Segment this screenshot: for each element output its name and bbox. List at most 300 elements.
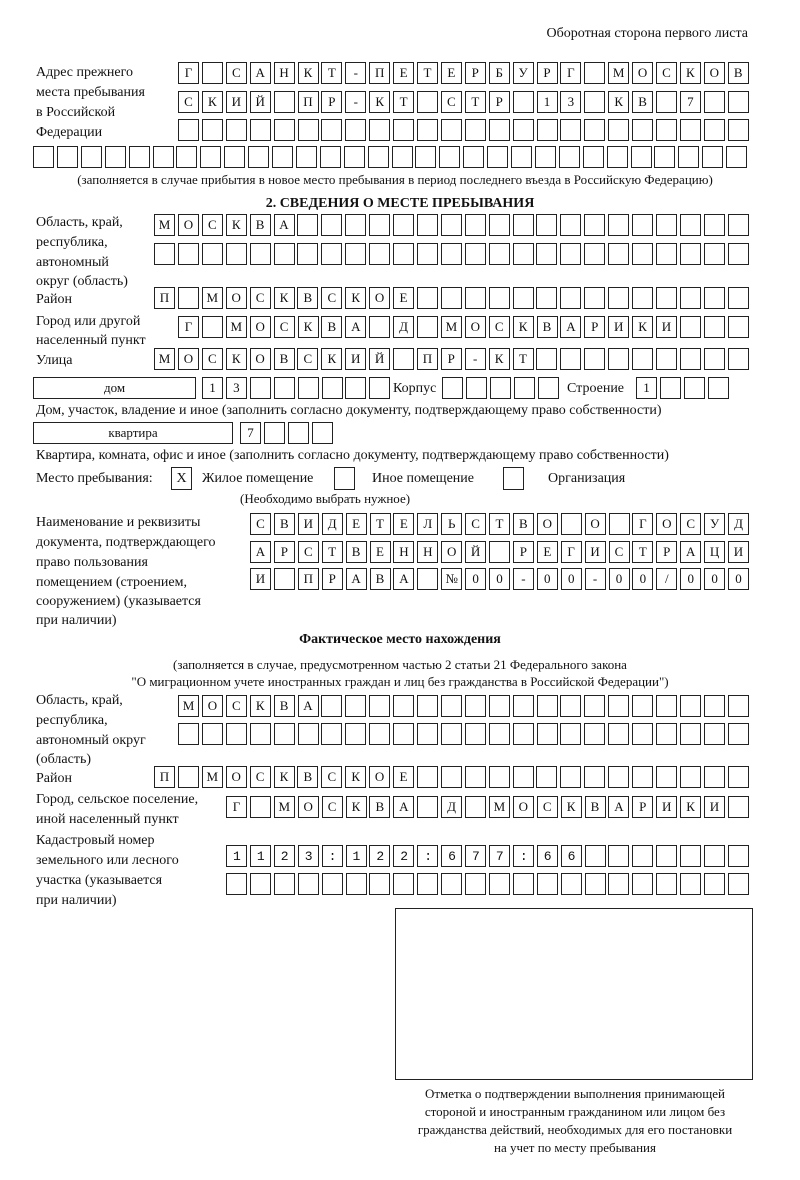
char-cell[interactable]: [274, 723, 295, 745]
char-cell[interactable]: [511, 146, 532, 168]
char-cell[interactable]: [369, 316, 390, 338]
char-cell[interactable]: [608, 119, 629, 141]
char-cell[interactable]: [684, 377, 705, 399]
char-cell[interactable]: [321, 243, 342, 265]
char-cell[interactable]: [369, 214, 390, 236]
char-cell[interactable]: [487, 146, 508, 168]
char-cell[interactable]: [417, 91, 438, 113]
char-cell[interactable]: Е: [537, 541, 558, 563]
char-cell[interactable]: [608, 214, 629, 236]
char-cell[interactable]: О: [656, 513, 677, 535]
char-cell[interactable]: [560, 723, 581, 745]
char-cell[interactable]: №: [441, 568, 462, 590]
char-cell[interactable]: [250, 796, 271, 818]
char-cell[interactable]: [226, 873, 247, 895]
char-cell[interactable]: [490, 377, 511, 399]
char-cell[interactable]: У: [513, 62, 534, 84]
char-cell[interactable]: [321, 723, 342, 745]
char-cell[interactable]: Р: [513, 541, 534, 563]
char-cell[interactable]: [704, 214, 725, 236]
char-cell[interactable]: С: [250, 513, 271, 535]
char-cell[interactable]: [345, 214, 366, 236]
char-cell[interactable]: Р: [537, 62, 558, 84]
char-cell[interactable]: [202, 62, 223, 84]
char-cell[interactable]: [728, 348, 749, 370]
char-cell[interactable]: [632, 723, 653, 745]
char-cell[interactable]: 1: [636, 377, 657, 399]
char-cell[interactable]: В: [274, 695, 295, 717]
char-cell[interactable]: [536, 766, 557, 788]
char-cell[interactable]: [489, 119, 510, 141]
char-cell[interactable]: [298, 723, 319, 745]
char-cell[interactable]: К: [680, 796, 701, 818]
char-cell[interactable]: [465, 796, 486, 818]
char-cell[interactable]: [726, 146, 747, 168]
char-cell[interactable]: [345, 243, 366, 265]
char-cell[interactable]: О: [226, 287, 247, 309]
char-cell[interactable]: Р: [274, 541, 295, 563]
char-cell[interactable]: О: [250, 316, 271, 338]
char-cell[interactable]: [202, 243, 223, 265]
char-cell[interactable]: 3: [560, 91, 581, 113]
char-cell[interactable]: 7: [680, 91, 701, 113]
char-cell[interactable]: [465, 766, 486, 788]
char-cell[interactable]: [728, 695, 749, 717]
char-cell[interactable]: [226, 243, 247, 265]
char-cell[interactable]: [250, 723, 271, 745]
char-cell[interactable]: [274, 873, 295, 895]
char-cell[interactable]: [560, 287, 581, 309]
char-cell[interactable]: Е: [441, 62, 462, 84]
char-cell[interactable]: [584, 766, 605, 788]
char-cell[interactable]: К: [489, 348, 510, 370]
char-cell[interactable]: М: [608, 62, 629, 84]
char-cell[interactable]: Г: [632, 513, 653, 535]
char-cell[interactable]: [728, 723, 749, 745]
char-cell[interactable]: [264, 422, 285, 444]
char-cell[interactable]: Г: [561, 541, 582, 563]
char-cell[interactable]: [584, 348, 605, 370]
char-cell[interactable]: -: [465, 348, 486, 370]
char-cell[interactable]: У: [704, 513, 725, 535]
char-cell[interactable]: П: [154, 287, 175, 309]
char-cell[interactable]: [680, 214, 701, 236]
char-cell[interactable]: [465, 243, 486, 265]
char-cell[interactable]: М: [274, 796, 295, 818]
char-cell[interactable]: С: [202, 214, 223, 236]
char-cell[interactable]: [250, 873, 271, 895]
char-cell[interactable]: [274, 377, 295, 399]
char-cell[interactable]: [369, 723, 390, 745]
char-cell[interactable]: [415, 146, 436, 168]
char-cell[interactable]: [656, 243, 677, 265]
char-cell[interactable]: [417, 796, 438, 818]
char-cell[interactable]: [489, 214, 510, 236]
char-cell[interactable]: [632, 695, 653, 717]
char-cell[interactable]: [417, 214, 438, 236]
residential-checkbox[interactable]: Х: [171, 467, 192, 490]
char-cell[interactable]: [583, 146, 604, 168]
char-cell[interactable]: А: [298, 695, 319, 717]
char-cell[interactable]: [561, 873, 582, 895]
char-cell[interactable]: [536, 348, 557, 370]
char-cell[interactable]: [631, 146, 652, 168]
char-cell[interactable]: К: [274, 766, 295, 788]
char-cell[interactable]: К: [345, 287, 366, 309]
char-cell[interactable]: [441, 287, 462, 309]
char-cell[interactable]: [608, 287, 629, 309]
char-cell[interactable]: -: [513, 568, 534, 590]
char-cell[interactable]: [178, 723, 199, 745]
char-cell[interactable]: В: [369, 796, 390, 818]
char-cell[interactable]: [250, 119, 271, 141]
char-cell[interactable]: [81, 146, 102, 168]
other-premises-checkbox[interactable]: [334, 467, 355, 490]
char-cell[interactable]: В: [632, 91, 653, 113]
char-cell[interactable]: [632, 119, 653, 141]
char-cell[interactable]: [274, 243, 295, 265]
char-cell[interactable]: [441, 119, 462, 141]
char-cell[interactable]: 0: [680, 568, 701, 590]
char-cell[interactable]: [728, 316, 749, 338]
char-cell[interactable]: [288, 422, 309, 444]
char-cell[interactable]: [105, 146, 126, 168]
char-cell[interactable]: [224, 146, 245, 168]
char-cell[interactable]: [560, 348, 581, 370]
char-cell[interactable]: [178, 287, 199, 309]
char-cell[interactable]: [660, 377, 681, 399]
char-cell[interactable]: К: [226, 348, 247, 370]
char-cell[interactable]: О: [465, 316, 486, 338]
char-cell[interactable]: 1: [537, 91, 558, 113]
char-cell[interactable]: 0: [704, 568, 725, 590]
char-cell[interactable]: [680, 766, 701, 788]
char-cell[interactable]: К: [680, 62, 701, 84]
char-cell[interactable]: О: [369, 766, 390, 788]
char-cell[interactable]: [298, 377, 319, 399]
char-cell[interactable]: И: [298, 513, 319, 535]
char-cell[interactable]: [513, 873, 534, 895]
char-cell[interactable]: [393, 119, 414, 141]
char-cell[interactable]: [654, 146, 675, 168]
char-cell[interactable]: Б: [489, 62, 510, 84]
char-cell[interactable]: Й: [369, 348, 390, 370]
char-cell[interactable]: [465, 214, 486, 236]
char-cell[interactable]: [608, 723, 629, 745]
char-cell[interactable]: Т: [321, 62, 342, 84]
char-cell[interactable]: [584, 287, 605, 309]
char-cell[interactable]: [250, 377, 271, 399]
char-cell[interactable]: [680, 348, 701, 370]
char-cell[interactable]: [345, 695, 366, 717]
char-cell[interactable]: [607, 146, 628, 168]
char-cell[interactable]: [178, 243, 199, 265]
char-cell[interactable]: [274, 91, 295, 113]
char-cell[interactable]: Н: [417, 541, 438, 563]
char-cell[interactable]: [704, 873, 725, 895]
char-cell[interactable]: [226, 119, 247, 141]
char-cell[interactable]: К: [202, 91, 223, 113]
char-cell[interactable]: Р: [656, 541, 677, 563]
char-cell[interactable]: [608, 243, 629, 265]
char-cell[interactable]: П: [417, 348, 438, 370]
char-cell[interactable]: [584, 723, 605, 745]
char-cell[interactable]: [678, 146, 699, 168]
char-cell[interactable]: [537, 873, 558, 895]
char-cell[interactable]: Е: [393, 287, 414, 309]
char-cell[interactable]: О: [250, 348, 271, 370]
char-cell[interactable]: [584, 91, 605, 113]
char-cell[interactable]: Т: [322, 541, 343, 563]
char-cell[interactable]: [465, 119, 486, 141]
char-cell[interactable]: [560, 766, 581, 788]
char-cell[interactable]: [536, 214, 557, 236]
char-cell[interactable]: [202, 316, 223, 338]
char-cell[interactable]: [463, 146, 484, 168]
char-cell[interactable]: В: [370, 568, 391, 590]
char-cell[interactable]: П: [154, 766, 175, 788]
char-cell[interactable]: К: [632, 316, 653, 338]
char-cell[interactable]: К: [513, 316, 534, 338]
char-cell[interactable]: С: [297, 348, 318, 370]
char-cell[interactable]: [656, 766, 677, 788]
char-cell[interactable]: [656, 348, 677, 370]
char-cell[interactable]: 0: [465, 568, 486, 590]
char-cell[interactable]: Р: [489, 91, 510, 113]
char-cell[interactable]: [441, 766, 462, 788]
char-cell[interactable]: К: [226, 214, 247, 236]
char-cell[interactable]: И: [704, 796, 725, 818]
char-cell[interactable]: [536, 287, 557, 309]
char-cell[interactable]: 0: [728, 568, 749, 590]
char-cell[interactable]: М: [441, 316, 462, 338]
char-cell[interactable]: [680, 316, 701, 338]
char-cell[interactable]: [536, 243, 557, 265]
char-cell[interactable]: [632, 348, 653, 370]
char-cell[interactable]: [465, 287, 486, 309]
char-cell[interactable]: [513, 214, 534, 236]
char-cell[interactable]: [489, 541, 510, 563]
char-cell[interactable]: К: [298, 316, 319, 338]
char-cell[interactable]: [465, 723, 486, 745]
char-cell[interactable]: [250, 243, 271, 265]
char-cell[interactable]: О: [585, 513, 606, 535]
char-cell[interactable]: В: [297, 287, 318, 309]
char-cell[interactable]: Й: [465, 541, 486, 563]
char-cell[interactable]: Т: [513, 348, 534, 370]
char-cell[interactable]: [441, 214, 462, 236]
char-cell[interactable]: [369, 119, 390, 141]
char-cell[interactable]: [57, 146, 78, 168]
char-cell[interactable]: [656, 695, 677, 717]
char-cell[interactable]: Н: [393, 541, 414, 563]
char-cell[interactable]: Р: [321, 91, 342, 113]
char-cell[interactable]: [489, 287, 510, 309]
char-cell[interactable]: [466, 377, 487, 399]
char-cell[interactable]: [442, 377, 463, 399]
char-cell[interactable]: И: [585, 541, 606, 563]
char-cell[interactable]: П: [298, 91, 319, 113]
char-cell[interactable]: [728, 873, 749, 895]
char-cell[interactable]: [368, 146, 389, 168]
char-cell[interactable]: С: [537, 796, 558, 818]
char-cell[interactable]: [538, 377, 559, 399]
char-cell[interactable]: [439, 146, 460, 168]
organization-checkbox[interactable]: [503, 467, 524, 490]
char-cell[interactable]: О: [441, 541, 462, 563]
char-cell[interactable]: [176, 146, 197, 168]
char-cell[interactable]: О: [537, 513, 558, 535]
char-cell[interactable]: [728, 766, 749, 788]
char-cell[interactable]: [704, 243, 725, 265]
char-cell[interactable]: [178, 119, 199, 141]
char-cell[interactable]: Д: [728, 513, 749, 535]
char-cell[interactable]: [393, 873, 414, 895]
char-cell[interactable]: О: [226, 766, 247, 788]
char-cell[interactable]: С: [274, 316, 295, 338]
char-cell[interactable]: [608, 695, 629, 717]
char-cell[interactable]: [632, 873, 653, 895]
char-cell[interactable]: [514, 377, 535, 399]
char-cell[interactable]: И: [656, 316, 677, 338]
char-cell[interactable]: К: [345, 766, 366, 788]
char-cell[interactable]: [728, 243, 749, 265]
char-cell[interactable]: [584, 243, 605, 265]
char-cell[interactable]: [393, 348, 414, 370]
char-cell[interactable]: [537, 723, 558, 745]
char-cell[interactable]: Р: [322, 568, 343, 590]
char-cell[interactable]: [369, 243, 390, 265]
char-cell[interactable]: [608, 873, 629, 895]
char-cell[interactable]: С: [656, 62, 677, 84]
char-cell[interactable]: К: [608, 91, 629, 113]
char-cell[interactable]: [656, 287, 677, 309]
char-cell[interactable]: Н: [274, 62, 295, 84]
char-cell[interactable]: [248, 146, 269, 168]
char-cell[interactable]: О: [178, 348, 199, 370]
char-cell[interactable]: П: [369, 62, 390, 84]
char-cell[interactable]: [656, 873, 677, 895]
char-cell[interactable]: [312, 422, 333, 444]
char-cell[interactable]: С: [250, 287, 271, 309]
char-cell[interactable]: [178, 766, 199, 788]
char-cell[interactable]: М: [154, 348, 175, 370]
char-cell[interactable]: [202, 119, 223, 141]
char-cell[interactable]: Д: [322, 513, 343, 535]
char-cell[interactable]: В: [274, 348, 295, 370]
char-cell[interactable]: [441, 873, 462, 895]
char-cell[interactable]: Г: [560, 62, 581, 84]
char-cell[interactable]: Т: [465, 91, 486, 113]
char-cell[interactable]: [344, 146, 365, 168]
char-cell[interactable]: [656, 119, 677, 141]
char-cell[interactable]: [561, 513, 582, 535]
char-cell[interactable]: [297, 243, 318, 265]
char-cell[interactable]: М: [178, 695, 199, 717]
char-cell[interactable]: И: [250, 568, 271, 590]
char-cell[interactable]: Т: [489, 513, 510, 535]
char-cell[interactable]: И: [656, 796, 677, 818]
char-cell[interactable]: [704, 91, 725, 113]
char-cell[interactable]: [560, 695, 581, 717]
char-cell[interactable]: М: [154, 214, 175, 236]
char-cell[interactable]: [489, 723, 510, 745]
char-cell[interactable]: [513, 766, 534, 788]
char-cell[interactable]: П: [298, 568, 319, 590]
char-cell[interactable]: [513, 287, 534, 309]
char-cell[interactable]: Т: [632, 541, 653, 563]
char-cell[interactable]: Т: [393, 91, 414, 113]
char-cell[interactable]: [608, 348, 629, 370]
char-cell[interactable]: [441, 695, 462, 717]
char-cell[interactable]: В: [274, 513, 295, 535]
char-cell[interactable]: В: [728, 62, 749, 84]
char-cell[interactable]: Ь: [441, 513, 462, 535]
char-cell[interactable]: [704, 695, 725, 717]
char-cell[interactable]: А: [393, 568, 414, 590]
char-cell[interactable]: [489, 243, 510, 265]
char-cell[interactable]: [417, 766, 438, 788]
char-cell[interactable]: С: [465, 513, 486, 535]
char-cell[interactable]: [417, 568, 438, 590]
char-cell[interactable]: [441, 723, 462, 745]
char-cell[interactable]: [560, 119, 581, 141]
char-cell[interactable]: Ц: [704, 541, 725, 563]
char-cell[interactable]: [728, 214, 749, 236]
char-cell[interactable]: И: [226, 91, 247, 113]
char-cell[interactable]: Р: [632, 796, 653, 818]
char-cell[interactable]: [680, 873, 701, 895]
char-cell[interactable]: В: [250, 214, 271, 236]
char-cell[interactable]: [702, 146, 723, 168]
char-cell[interactable]: И: [608, 316, 629, 338]
char-cell[interactable]: [632, 766, 653, 788]
char-cell[interactable]: Е: [393, 513, 414, 535]
char-cell[interactable]: К: [346, 796, 367, 818]
char-cell[interactable]: А: [345, 316, 366, 338]
char-cell[interactable]: 3: [226, 377, 247, 399]
char-cell[interactable]: [129, 146, 150, 168]
char-cell[interactable]: [708, 377, 729, 399]
char-cell[interactable]: [584, 119, 605, 141]
char-cell[interactable]: [632, 287, 653, 309]
char-cell[interactable]: -: [585, 568, 606, 590]
char-cell[interactable]: К: [298, 62, 319, 84]
char-cell[interactable]: [465, 695, 486, 717]
char-cell[interactable]: [153, 146, 174, 168]
char-cell[interactable]: О: [513, 796, 534, 818]
char-cell[interactable]: К: [561, 796, 582, 818]
char-cell[interactable]: [537, 119, 558, 141]
char-cell[interactable]: [609, 513, 630, 535]
char-cell[interactable]: [154, 243, 175, 265]
char-cell[interactable]: /: [656, 568, 677, 590]
char-cell[interactable]: Е: [346, 513, 367, 535]
char-cell[interactable]: [345, 119, 366, 141]
char-cell[interactable]: [704, 287, 725, 309]
char-cell[interactable]: [369, 377, 390, 399]
char-cell[interactable]: Е: [393, 766, 414, 788]
char-cell[interactable]: К: [250, 695, 271, 717]
char-cell[interactable]: А: [560, 316, 581, 338]
char-cell[interactable]: 1: [202, 377, 223, 399]
char-cell[interactable]: [704, 316, 725, 338]
char-cell[interactable]: С: [321, 766, 342, 788]
char-cell[interactable]: [393, 695, 414, 717]
char-cell[interactable]: [585, 873, 606, 895]
char-cell[interactable]: [298, 119, 319, 141]
char-cell[interactable]: [393, 214, 414, 236]
